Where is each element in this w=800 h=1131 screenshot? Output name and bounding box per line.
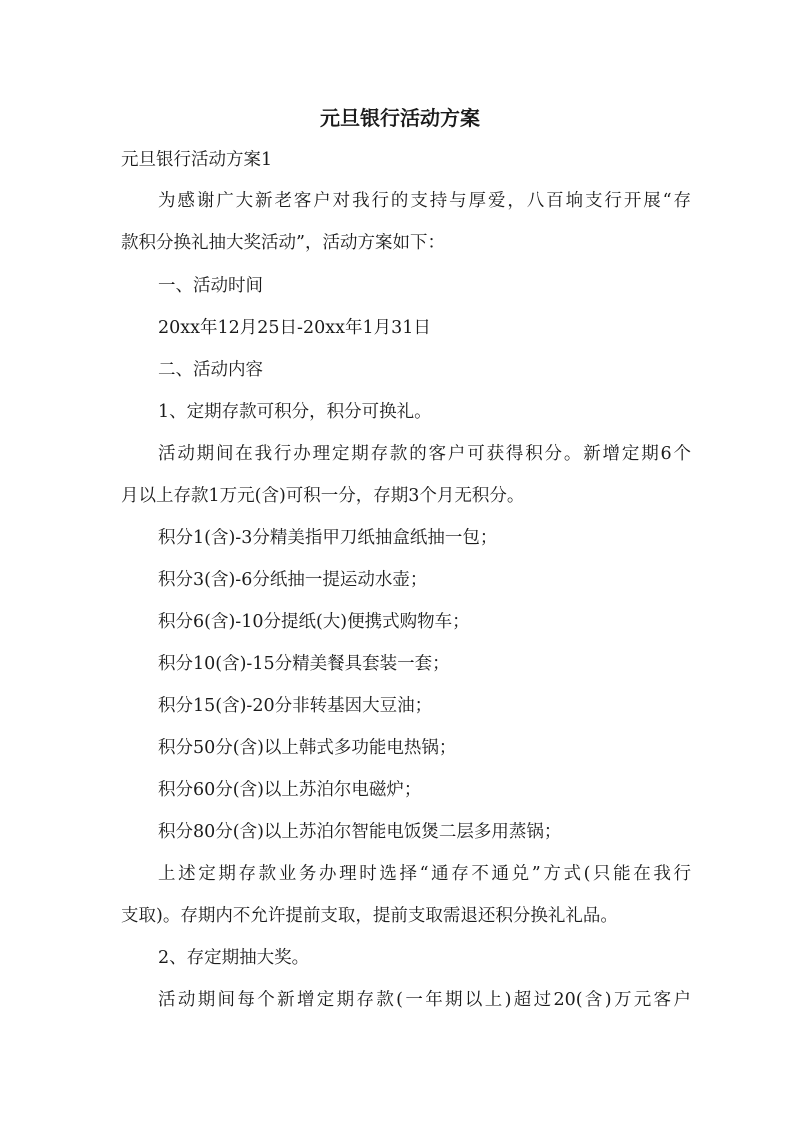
list-item: 积分60分(含)以上苏泊尔电磁炉； [158,780,422,800]
list-item: 积分3(含)-6分纸抽一提运动水壶； [158,570,428,590]
list-item: 2、存定期抽大奖。 [158,948,310,968]
paragraph-line: 20xx年12月25日-20xx年1月31日 [158,318,431,338]
list-item: 积分1(含)-3分精美指甲刀纸抽盒纸抽一包； [158,528,498,548]
paragraph-line: 款积分换礼抽大奖活动”，活动方案如下： [121,233,445,253]
subheading: 二、活动内容 [158,360,263,380]
list-item: 积分80分(含)以上苏泊尔智能电饭煲二层多用蒸锅； [158,822,562,842]
paragraph-line: 上述定期存款业务办理时选择“通存不通兑”方式(只能在我行 [158,864,691,884]
paragraph-line: 月以上存款1万元(含)可积一分，存期3个月无积分。 [121,486,525,506]
list-item: 积分15(含)-20分非转基因大豆油； [158,696,433,716]
list-item: 1、定期存款可积分，积分可换礼。 [158,402,432,422]
list-item: 积分50分(含)以上韩式多功能电热锅； [158,738,457,758]
section-heading: 元旦银行活动方案1 [121,150,273,170]
subheading: 一、活动时间 [158,276,263,296]
document-title: 元旦银行活动方案 [320,106,480,130]
list-item: 积分6(含)-10分提纸(大)便携式购物车； [158,612,470,632]
list-item: 积分10(含)-15分精美餐具套装一套； [158,654,450,674]
paragraph-line: 活动期间每个新增定期存款(一年期以上)超过20(含)万元客户 [158,990,691,1010]
paragraph-line: 支取)。存期内不允许提前支取，提前支取需退还积分换礼礼品。 [121,906,618,926]
paragraph-line: 为感谢广大新老客户对我行的支持与厚爱，八百垧支行开展“存 [158,191,691,211]
paragraph-line: 活动期间在我行办理定期存款的客户可获得积分。新增定期6个 [158,444,691,464]
